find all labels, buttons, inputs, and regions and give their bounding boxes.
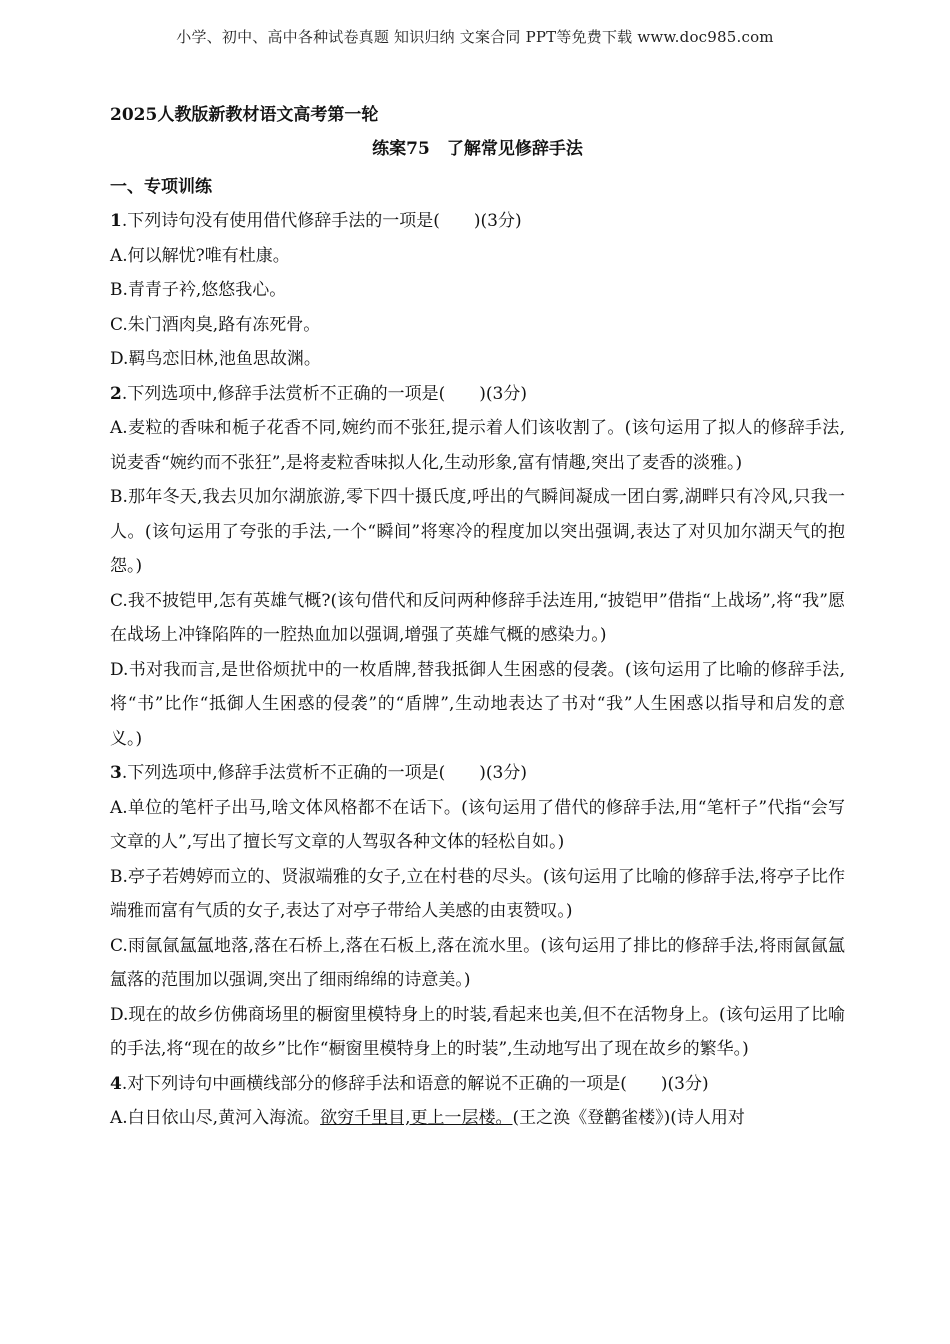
question-1-option-d: D.羁鸟恋旧林,池鱼思故渊。	[110, 349, 321, 369]
question-3-option-d: D.现在的故乡仿佛商场里的橱窗里模特身上的时装,看起来也美,但不在活物身上。(该句运用了比喻的手法,将“现在的故乡”比作“橱窗里模特身上的时装”,生动地写出了现在故乡的繁华。)	[110, 1004, 845, 1059]
question-3-option-b: B.亭子若娉婷而立的、贤淑端雅的女子,立在村巷的尽头。(该句运用了比喻的修辞手法,将亭子比作端雅而富有气质的女子,表达了对亭子带给人美感的由衷赞叹。)	[110, 866, 845, 921]
question-1-stem	[110, 204, 845, 239]
question-1-option-c: C.朱门酒肉臭,路有冻死骨。	[110, 314, 321, 335]
question-text: .下列选项中,修辞手法赏析不正确的一项是( )(3分)	[121, 763, 527, 783]
question-3-option-c: C.雨氤氤氲氲地落,落在石桥上,落在石板上,落在流水里。(该句运用了排比的修辞手法,将雨氤氤氲氲落的范围加以强调,突出了细雨绵绵的诗意美。)	[110, 935, 845, 990]
question-2-stem	[110, 377, 845, 412]
question-2-option-d: D.书对我而言,是世俗烦扰中的一枚盾牌,替我抵御人生困惑的侵袭。(该句运用了比喻的修辞手法,将“书”比作“抵御人生困惑的侵袭”的“盾牌”,生动地表达了书对“我”人生困惑以指导和启发的意义。)	[110, 659, 845, 749]
question-1-option-a: A.何以解忧?唯有杜康。	[110, 245, 290, 266]
question-2-option-c: C.我不披铠甲,怎有英雄气概?(该句借代和反问两种修辞手法连用,“披铠甲”借指“上战场”,将“我”愿在战场上冲锋陷阵的一腔热血加以强调,增强了英雄气概的感染力。)	[110, 590, 845, 645]
question-number: 3	[110, 763, 122, 783]
question-4-stem	[110, 1067, 845, 1102]
page-header: 小学、初中、高中各种试卷真题 知识归纳 文案合同 PPT等免费下载 www.doc985.com	[176, 28, 774, 46]
question-number: 1	[110, 211, 122, 231]
question-2-option-a: A.麦粒的香味和栀子花香不同,婉约而不张狂,提示着人们该收割了。(该句运用了拟人的修辞手法,说麦香“婉约而不张狂”,是将麦粒香味拟人化,生动形象,富有情趣,突出了麦香的淡雅。)	[110, 418, 845, 473]
question-2-option-b: B.那年冬天,我去贝加尔湖旅游,零下四十摄氏度,呼出的气瞬间凝成一团白雾,湖畔只有冷风,只我一人。(该句运用了夸张的手法,一个“瞬间”将寒冷的程度加以突出强调,表达了对贝加尔湖天气的抱怨。)	[110, 487, 845, 576]
question-3-option-a: A.单位的笔杆子出马,啥文体风格都不在话下。(该句运用了借代的修辞手法,用“笔杆子”代指“会写文章的人”,写出了擅长写文章的人驾驭各种文体的轻松自如。)	[110, 797, 845, 852]
option-text-continued: (王之涣《登鹳雀楼》)(诗人用对	[512, 1108, 745, 1128]
question-text: .下列选项中,修辞手法赏析不正确的一项是( )(3分)	[121, 383, 527, 404]
section-heading: 一、专项训练	[110, 177, 212, 197]
question-text: .对下列诗句中画横线部分的修辞手法和语意的解说不正确的一项是( )(3分)	[121, 1073, 709, 1094]
document-body	[110, 100, 845, 1136]
question-3-stem	[110, 756, 845, 791]
question-text: .下列诗句没有使用借代修辞手法的一项是( )(3分)	[121, 211, 522, 231]
question-1-option-b: B.青青子衿,悠悠我心。	[110, 280, 287, 300]
question-number: 4	[110, 1073, 122, 1094]
option-text: A.白日依山尽,黄河入海流。	[110, 1108, 321, 1128]
lesson-title: 练案75 了解常见修辞手法	[372, 139, 583, 159]
question-number: 2	[110, 383, 122, 404]
document-title: 2025人教版新教材语文高考第一轮	[110, 105, 379, 125]
underlined-text: 欲穷千里目,更上一层楼。	[320, 1108, 513, 1128]
question-4-option-a	[110, 1101, 845, 1136]
